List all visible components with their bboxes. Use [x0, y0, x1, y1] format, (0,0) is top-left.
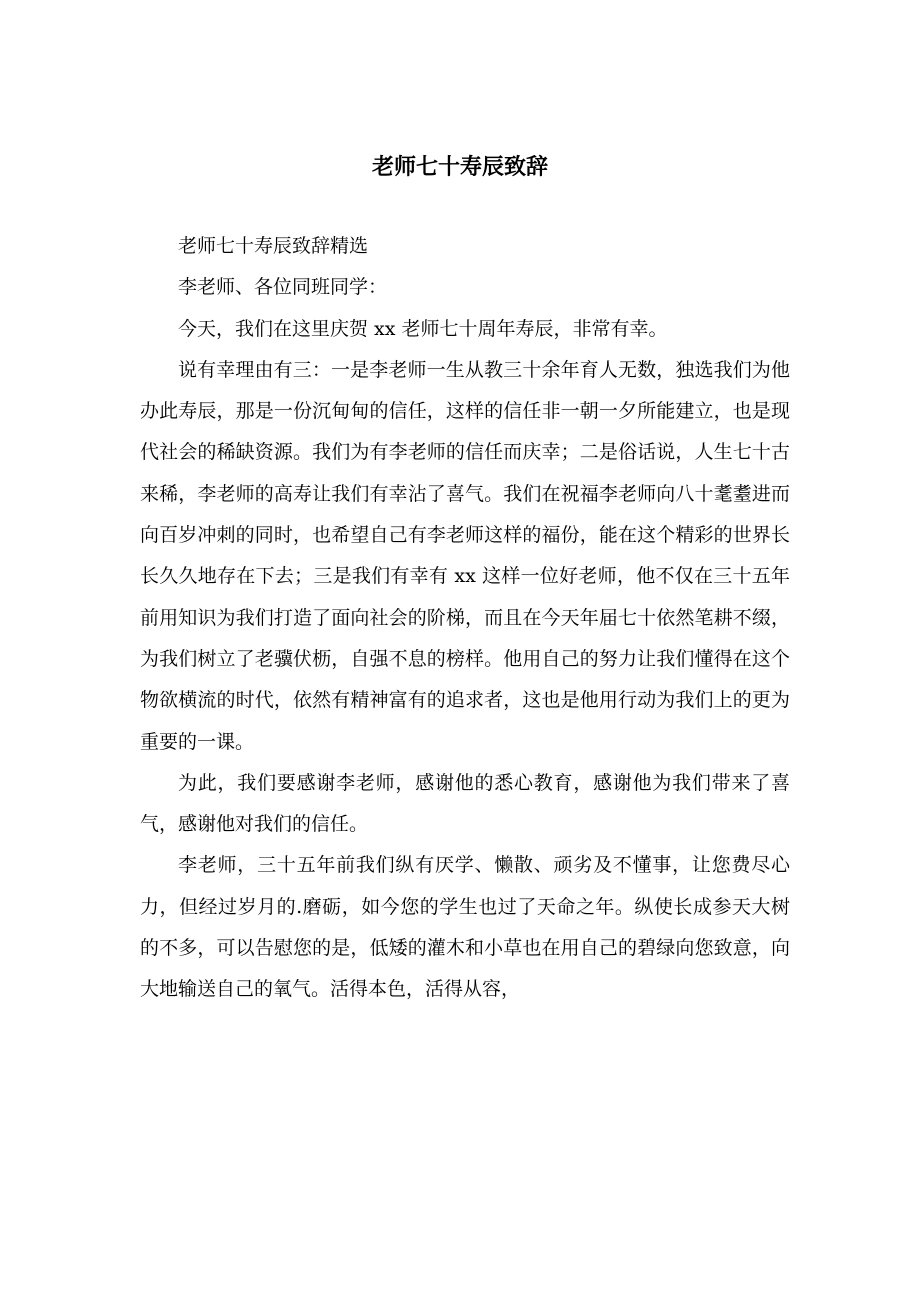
paragraph-opening: 今天，我们在这里庆贺 xx 老师七十周年寿辰，非常有幸。	[178, 317, 668, 340]
paragraph-three-reasons: 说有幸理由有三：一是李老师一生从教三十余年育人无数，独选我们为他办此寿辰，那是一份沉甸甸的信任，这样的信任非一朝一夕所能建立，也是现代社会的稀缺资源。我们为有李老师的信任而庆幸；二是俗话说，人生七十古来稀，李老师的高寿让我们有幸沾了喜气。我们在祝福李老师向八十耄耋进而向百岁冲刺的同时，也希望自己有李老师这样的福份，能在这个精彩的世界长长久久地存在下去；三是我们有幸有 xx 这样一位好老师，他不仅在三十五年前用知识为我们打造了面向社会的阶梯，而且在今天年届七十依然笔耕不缀，为我们树立了老骥伏枥，自强不息的榜样。他用自己的努力让我们懂得在这个物欲横流的时代，依然有精神富有的追求者，这也是他用行动为我们上的更为重要的一课。	[140, 358, 790, 753]
paragraph-thanks: 为此，我们要感谢李老师，感谢他的悉心教育，感谢他为我们带来了喜气，感谢他对我们的信任。	[140, 771, 790, 836]
paragraph-address: 李老师，三十五年前我们纵有厌学、懒散、顽劣及不懂事，让您费尽心力，但经过岁月的.磨砺，如今您的学生也过了天命之年。纵使长成参天大树的不多，可以告慰您的是，低矮的灌木和小草也在用自己的碧绿向您致意，向大地输送自己的氧气。活得本色，活得从容，	[140, 854, 790, 1001]
document-title: 老师七十寿辰致辞	[371, 154, 548, 180]
paragraph-subtitle: 老师七十寿辰致辞精选	[178, 235, 369, 257]
document-body	[140, 226, 790, 1011]
paragraph-salutation: 李老师、各位同班同学：	[178, 276, 388, 299]
